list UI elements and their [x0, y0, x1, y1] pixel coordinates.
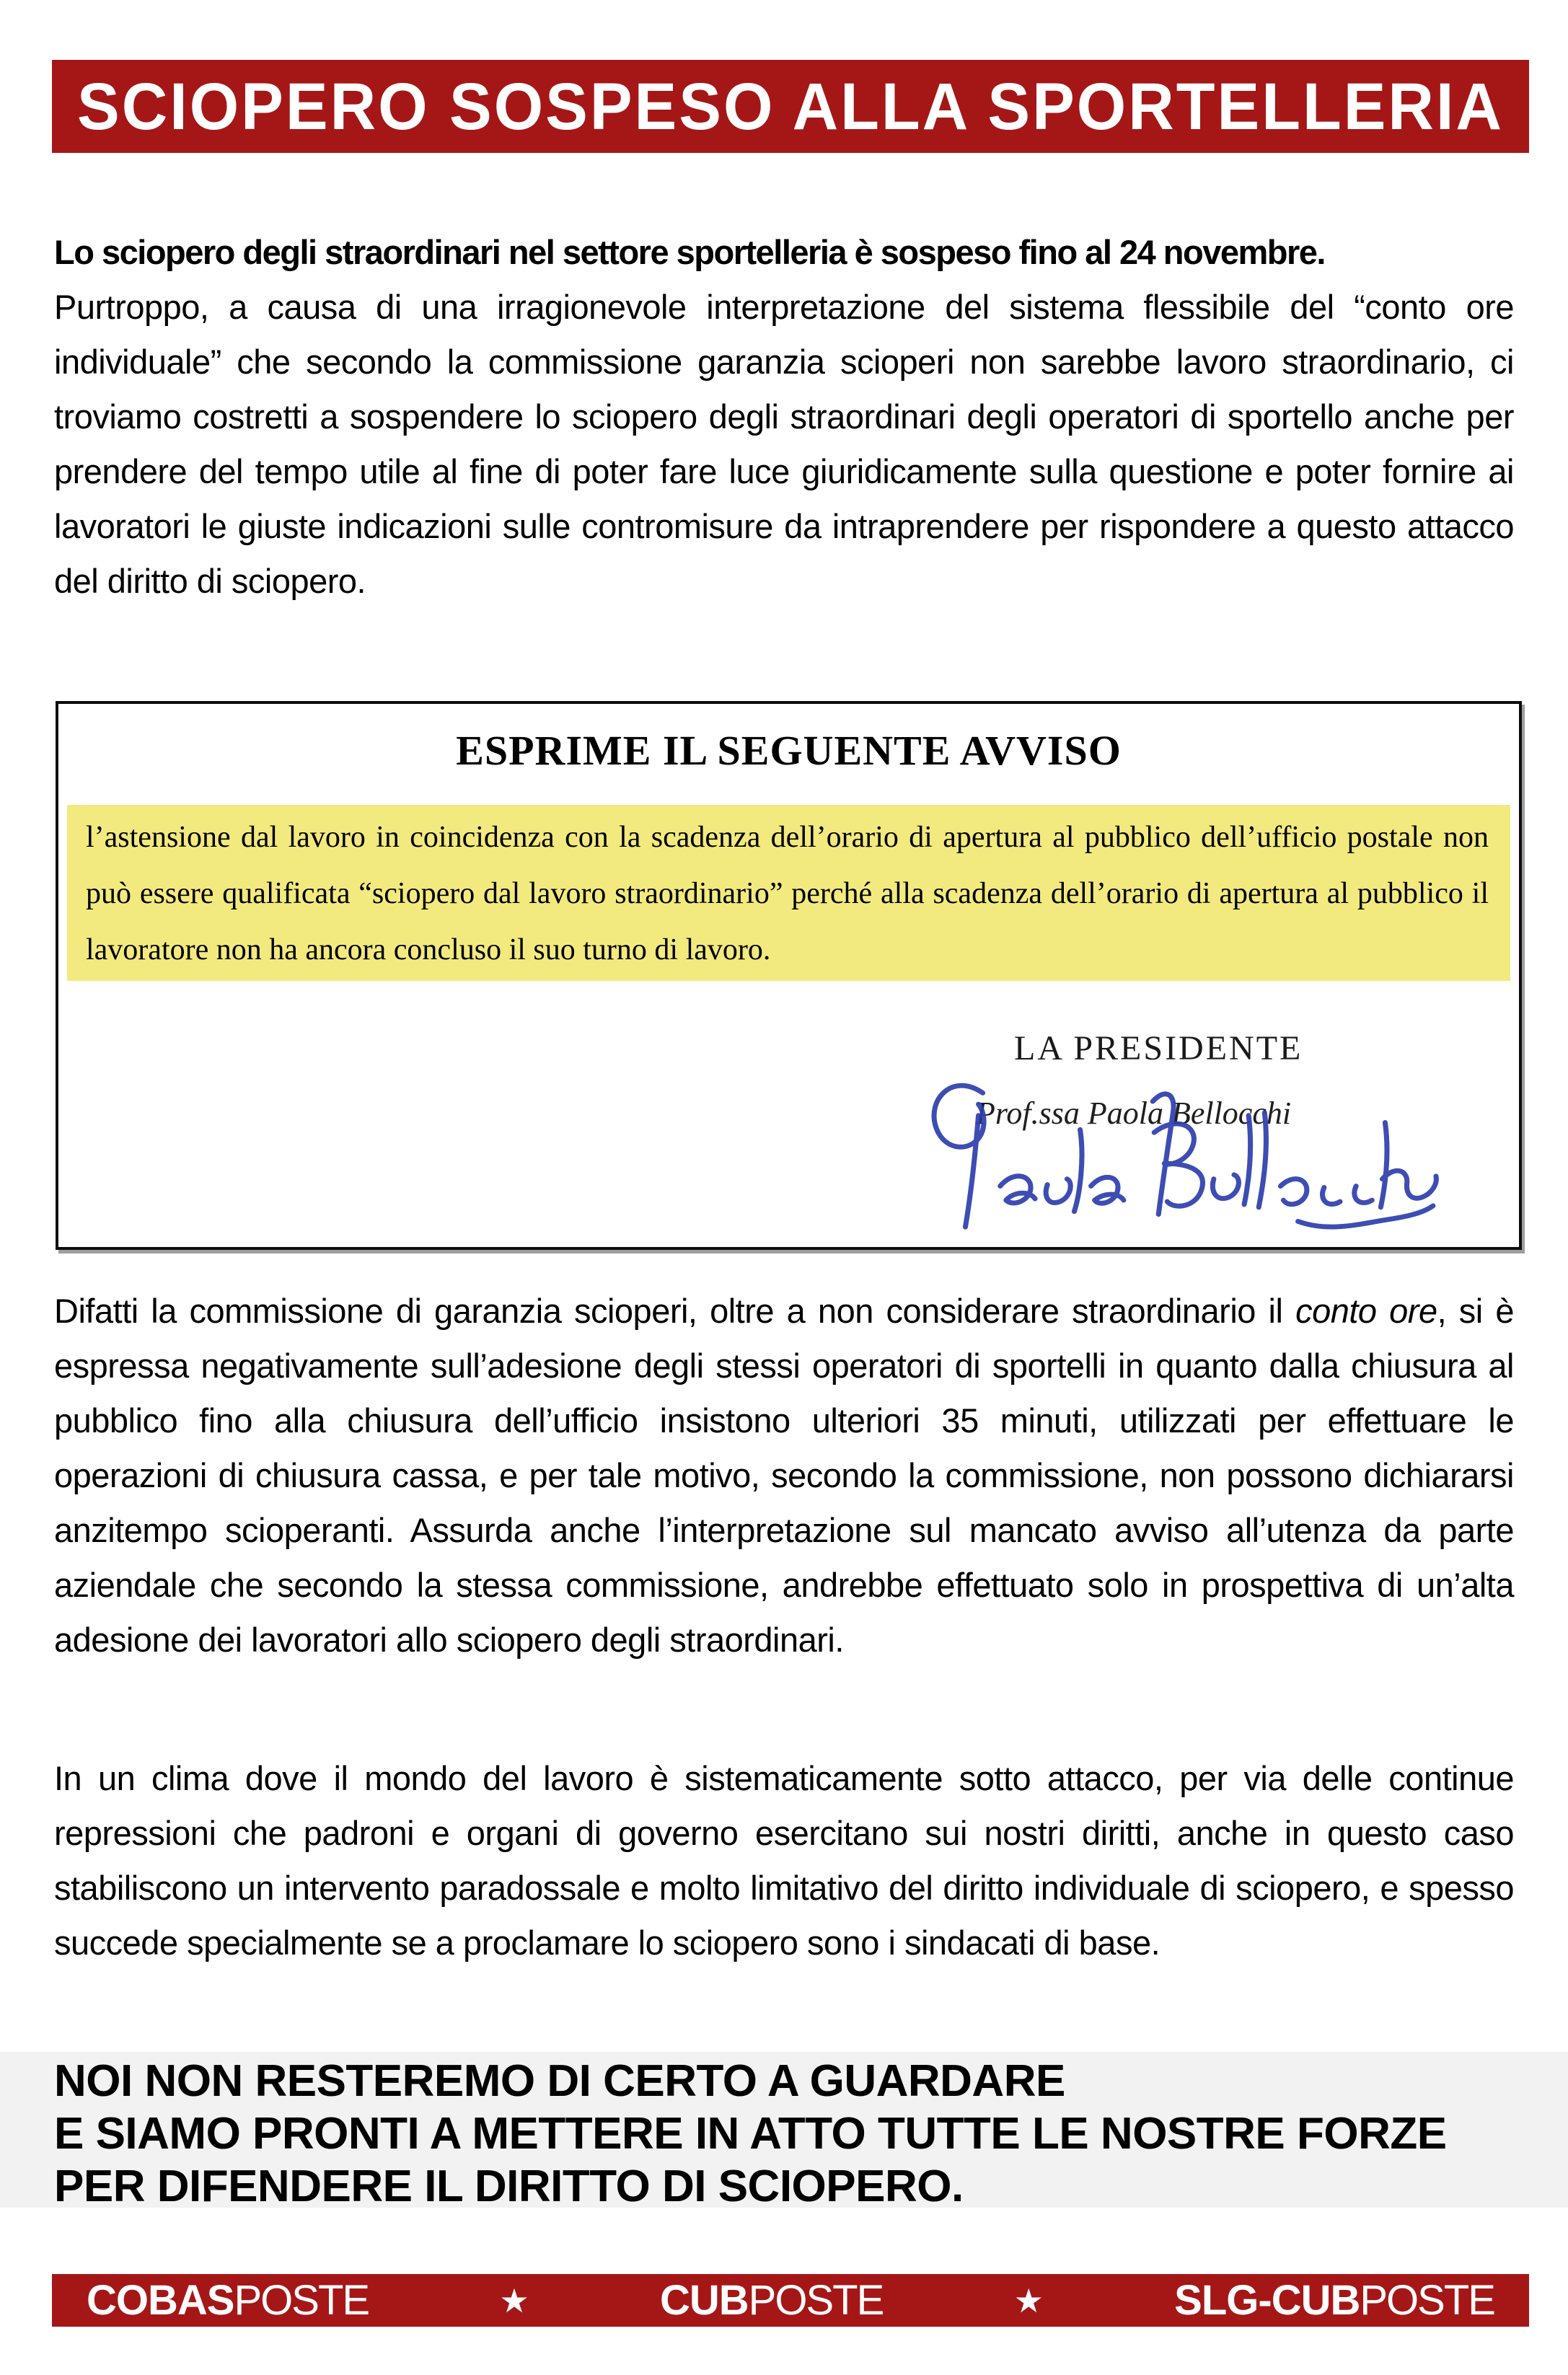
- union-label-slg-cub-poste: [1174, 2276, 1494, 2325]
- p2-italic-term: conto ore: [1295, 1292, 1437, 1330]
- p2-text-before-italic: Difatti la commissione di garanzia scioperi, oltre a non considerare straordinario il: [54, 1292, 1296, 1330]
- union-light-segment: POSTE: [748, 2277, 884, 2324]
- footer-union-bar: [52, 2274, 1529, 2327]
- union-light-segment: POSTE: [234, 2277, 369, 2324]
- callout-band: [0, 2052, 1568, 2211]
- union-bold-segment: COBAS: [87, 2277, 234, 2324]
- intro-paragraph: [54, 225, 1514, 609]
- signature-handwriting: [920, 1073, 1443, 1235]
- p2-text-after-italic: , si è espressa negativamente sull’adesione degli stessi operatori di sportelli in quanto dalla chiusura al pubblico fino alla chiusura dell’ufficio insistono ulteriori 35 minuti, utilizzati per effettuare le operazioni di chiusura cassa, e per tale motivo, secondo la commissione, non possono dichiararsi anzitempo scioperanti. Assurda anche l’interpretazione sul mancato avviso all’utenza da parte aziendale che secondo la stessa commissione, andrebbe effettuato solo in prospettiva di un’alta adesione dei lavoratori allo sciopero degli straordinari.: [54, 1292, 1515, 1659]
- title-banner: [52, 60, 1529, 153]
- highlighted-quote: l’astensione dal lavoro in coincidenza con la scadenza dell’orario di apertura al pubblico dell’ufficio postale non può essere qualificata “sciopero dal lavoro straordinario” perché alla scadenza dell’orario di apertura al pubblico il lavoratore non ha ancora concluso il suo turno di lavoro.: [67, 805, 1510, 981]
- callout-line-3: PER DIFENDERE IL DIRITTO DI SCIOPERO.: [54, 2162, 964, 2211]
- union-light-segment: POSTE: [1360, 2277, 1494, 2324]
- union-bold-segment: SLG-CUB: [1174, 2277, 1360, 2324]
- page-title: SCIOPERO SOSPESO ALLA SPORTELLERIA: [77, 69, 1504, 144]
- callout-line-2: E SIAMO PRONTI A METTERE IN ATTO TUTTE LE NOSTRE FORZE: [54, 2109, 1447, 2159]
- notice-heading: ESPRIME IL SEGUENTE AVVISO: [456, 727, 1122, 774]
- star-icon: ★: [499, 2281, 529, 2319]
- signer-name: Prof.ssa Paola Bellocchi: [976, 1096, 1292, 1131]
- body-paragraph-3: In un clima dove il mondo del lavoro è sistematicamente sotto attacco, per via delle continue repressioni che padroni e organi di governo esercitano sui nostri diritti, anche in questo caso stabiliscono un intervento paradossale e molto limitativo del diritto individuale di sciopero, e spesso succede specialmente se a proclamare lo sciopero sono i sindacati di base.: [54, 1759, 1514, 1962]
- union-bold-segment: CUB: [659, 2277, 749, 2324]
- union-label-cobas-poste: [87, 2276, 369, 2325]
- body-paragraph-2: [54, 1284, 1514, 1667]
- callout-line-1: NOI NON RESTEREMO DI CERTO A GUARDARE: [54, 2056, 1065, 2106]
- intro-lead-sentence: Lo sciopero degli straordinari nel settore sportelleria è sospeso fino al 24 novembre.: [54, 233, 1325, 271]
- star-icon: ★: [1013, 2281, 1044, 2319]
- signer-role: LA PRESIDENTE: [1014, 1029, 1303, 1067]
- union-label-cub-poste: [660, 2276, 883, 2325]
- notice-box: [56, 701, 1522, 1250]
- intro-body-text: Purtroppo, a causa di una irragionevole interpretazione del sistema flessibile del “conto ore individuale” che secondo la commissione garanzia scioperi non sarebbe lavoro straordinario, ci troviamo costretti a sospendere lo sciopero degli straordinari degli operatori di sportello anche per prendere del tempo utile al fine di poter fare luce giuridicamente sulla questione e poter fornire ai lavoratori le giuste indicazioni sulle contromisure da intraprendere per rispondere a questo attacco del diritto di sciopero.: [54, 288, 1514, 600]
